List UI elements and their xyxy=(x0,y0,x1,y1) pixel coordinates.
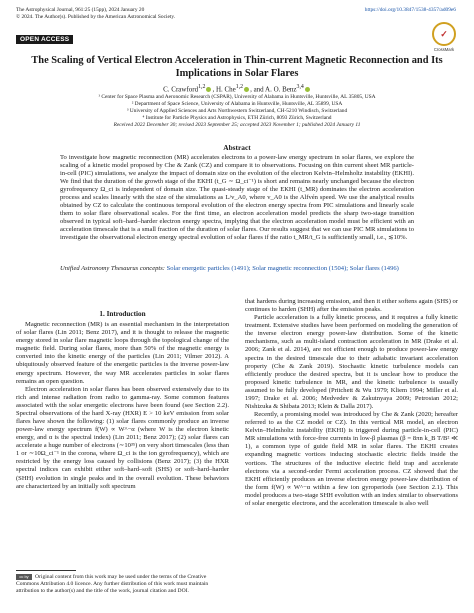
orcid-icon[interactable] xyxy=(305,87,310,92)
keywords-label: Unified Astronomy Thesaurus concepts: xyxy=(60,265,165,272)
section-heading: 1. Introduction xyxy=(99,310,146,318)
paragraph: Electron acceleration in solar flares has been observed extensively due to its rich and intense radiation from radio to gamma-ray. Some common features associated with the solar energetic electrons have been found (see Section 2.2). Spectral observations of the hard X-ray (HXR) E > 10 keV emission from solar flares have shown the following: (1) solar flares commonly produce an inverse power-law energy spectrum f(W) ∝ W^−α (where W is the electron kinetic energy, and α is the spectral index) (Lin 2011; Benz 2017); (2) solar flares can accelerate a huge number of electrons (∼10³⁵) on very short timescales (less than 1 or ∼10Ω_ci⁻¹ in the corona, where Ω_ci is the ion gyrofrequency), which are restricted by the energy loss caused by collisions (Benz 2017); (3) the HXR spectral indices can exhibit either soft–hard–soft (SHS) or soft–hard–harder (SHH) evolution in single peaks and in the overall evolution. These behaviors are characterized by an initially soft spectrum xyxy=(16,385,229,490)
right-column xyxy=(245,298,458,508)
affiliations xyxy=(0,94,474,129)
keywords xyxy=(60,265,414,273)
author-affil-mark: 1,2 xyxy=(235,84,244,90)
abstract-heading: Abstract xyxy=(223,143,251,152)
publication-dates: Received 2022 December 30; revised 2023 September 25; accepted 2023 November 1; published 2024 January 11 xyxy=(113,121,361,128)
journal-citation: The Astrophysical Journal, 961:25 (15pp), 2024 January 20 xyxy=(16,7,145,13)
author-name: H. Che xyxy=(215,85,236,94)
cc-by-badge[interactable]: cc by xyxy=(16,574,32,580)
author-affil-mark: 3,4 xyxy=(296,84,304,90)
paragraph: that hardens during increasing emission, and then it either softens again (SHS) or continues to harden (SHH) after the emission peaks. xyxy=(245,298,458,314)
author-list: C. Crawford$^{1,2}$ , H. Che$^{1,2}$ , and A. O. Benz$^{3,4}$ xyxy=(0,84,474,93)
author-affil-mark: 1,2 xyxy=(198,84,206,90)
author-name: C. Crawford xyxy=(163,85,199,94)
affiliation-line: ² Department of Space Science, University of Alabama in Huntsville, Huntsville, AL 35899, USA xyxy=(131,100,343,107)
affiliation-line: ⁴ Institute for Particle Physics and Astrophysics, ETH Zürich, 8093 Zürich, Switzerland xyxy=(142,114,332,121)
paragraph: Recently, a promising model was introduced by Che & Zank (2020; hereafter referred to as the CZ model or CZ). In this vertical MR model, an electron Kelvin–Helmholtz instability (EKHI) is triggered during particle-in-cell (PIC) MR simulations with force-free currents in low-β plasmas (β = 8πn k_B T/B² ≪ 1), a common type of guide field MR in solar flares. The EKHI creates expanding magnetic vortices inducing stochastic electric fields inside the vortices. The structures of the inductive electric field trap and accelerate electrons via a second-order Fermi acceleration process. CZ showed that the EKHI efficiently produces an inverse electron energy power-law distribution of the form f(W) ∝ W^−α within a few ion gyroperiods (see Section 2.1). This model produces a two-stage SHH evolution with an index similar to observations of solar energetic electrons, and the acceleration timescale is also well xyxy=(245,411,458,507)
orcid-icon[interactable] xyxy=(206,87,211,92)
abstract-text: To investigate how magnetic reconnection (MR) accelerates electrons to a power-law energy spectrum in solar flares, we explore the scaling of a kinetic model proposed by Che & Zank (CZ) and compare it to observations. Focusing on thin current sheet MR particle-in-cell (PIC) simulations, we analyze the impact of domain size on the evolution of the electron Kelvin–Helmholtz instability (EKHI). We find that the duration of the growth stage of the EKHI (t_G ∼ Ω_ci⁻¹) is short and remains nearly unchanged because the electron gyrofrequency Ω_ci is independent of domain size. The quasi-steady stage of the EKHI (t_MR) dominates the electron acceleration process and scales linearly with the size of the simulations as L/v_A0, where v_A0 is the Alfvén speed. We use the analytical results obtained by CZ to calculate the continuous temporal evolution of the electron energy spectra from PIC simulations and linearly scale them to solar flare observational scales. For the first time, an electron acceleration model predicts the sharp two-stage transition observed in typical soft–hard–harder electron energy spectra, implying that the electron acceleration model must be efficient with an acceleration timescale that is a small fraction of the duration of solar flares. Our results suggest that we can use PIC MR simulations to investigate the observational electron energy spectral evolution of solar flares if the ratio t_MR/t_G is sufficiently small, i.e., ≲10%. xyxy=(60,154,414,242)
affiliation-line: ¹ Center for Space Plasma and Aeronomic Research (CSPAR), University of Alabama in Huntsville, Huntsville, AL 35805, USA xyxy=(98,94,376,100)
license-text: Original content from this work may be used under the terms of the Creative Commons Attribution 4.0 licence. Any further distribution of this work must maintain attribution to the author(s) and the title of the work, journal citation and DOI. xyxy=(16,574,209,594)
journal-header xyxy=(16,7,175,21)
left-column xyxy=(16,310,229,491)
crossmark-icon: ✓ xyxy=(432,22,456,46)
crossmark-logo[interactable] xyxy=(430,22,458,52)
open-access-badge: OPEN ACCESS xyxy=(16,35,73,44)
footnote-rule xyxy=(16,570,76,571)
author-name: and A. O. Benz xyxy=(253,85,297,94)
keyword-links[interactable]: Solar energetic particles (1491); Solar magnetic reconnection (1504); Solar flares (1496) xyxy=(166,265,399,272)
orcid-icon[interactable] xyxy=(244,87,249,92)
doi-link[interactable]: https://doi.org/10.3847/1538-4357/ad09e6 xyxy=(364,7,456,13)
copyright-line: © 2024. The Author(s). Published by the American Astronomical Society. xyxy=(16,14,176,20)
affiliation-line: ³ University of Applied Sciences and Arts Northwestern Switzerland, CH-5210 Windisch, Switzerland xyxy=(126,107,348,114)
license-footnote xyxy=(16,574,229,595)
paragraph: Magnetic reconnection (MR) is an essential mechanism in the interpretation of solar flares (Lin 2011; Benz 2017), and it is thought to release the magnetic energy stored in solar flare magnetic loops through the topological change of the magnetic field. During solar flares, more than 50% of the magnetic energy is converted into the kinetic energy of the particles (Lin 2011; Vilmer 2012). A ubiquitously observed feature of the energetic particles is the inverse power-law energy spectrum. However, the way MR accelerates particles in solar flares remains an open question. xyxy=(16,321,229,385)
paper-title: The Scaling of Vertical Electron Acceleration in Thin-current Magnetic Reconnection and Its Implications in Solar Flares xyxy=(31,55,443,79)
paragraph: Particle acceleration is a fully kinetic process, and it requires a fully kinetic treatment. Extensive studies have been performed on modeling the generation of the inverse electron energy power-law distribution. Some of the kinetic mechanisms, such as multi-island contraction acceleration in MR (Drake et al. 2006; Zank et al. 2014), are not efficient enough to produce power-law energy spectra in the desired timescale due to their adiabatic invariant acceleration property (Che & Zank 2019). Stochastic kinetic turbulence models can efficiently produce the desired spectra, but it is unclear how to produce the proposed kinetic turbulence in MR, and the kinetic turbulence is usually assumed to be fully developed (Pritchett & Wu 1979; Kliem 1994; Miller et al. 1997; Drake et al. 2006; Medvedev & Zakutnyaya 2009; Petrosian 2012; Nishizuka & Shibata 2013; Klein & Dalla 2017). xyxy=(245,314,458,411)
crossmark-label: CrossMark xyxy=(433,47,455,52)
